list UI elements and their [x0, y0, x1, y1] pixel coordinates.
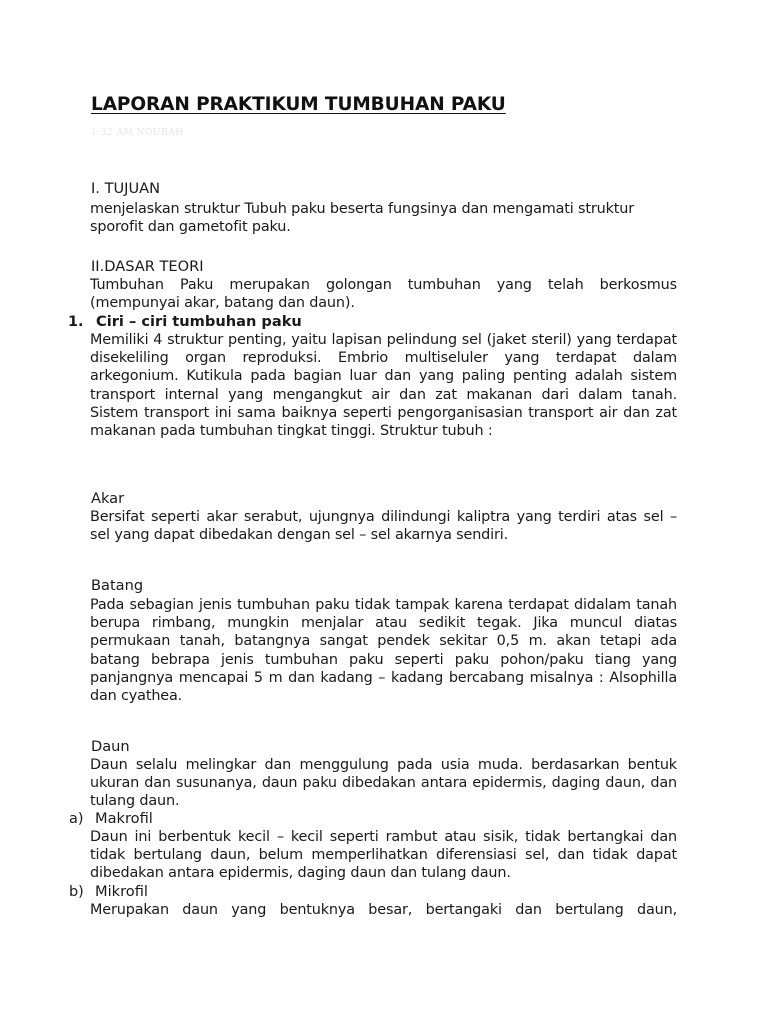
akar-heading: Akar — [91, 490, 125, 507]
section-heading-dasar-teori: II.DASAR TEORI — [91, 258, 204, 275]
makrofil-heading: Makrofil — [95, 810, 153, 827]
post-meta: 1:32 AM NOURAH — [91, 128, 184, 138]
dasar-teori-text: Tumbuhan Paku merupakan golongan tumbuhan yang telah berkosmus (mempunyai akar, batang dan daun). — [90, 277, 677, 312]
ciri-heading: Ciri – ciri tumbuhan paku — [96, 313, 302, 330]
mikrofil-heading: Mikrofil — [95, 883, 148, 900]
list-marker-a: a) — [69, 811, 84, 827]
mikrofil-text: Merupakan daun yang bentuknya besar, bertangaki dan bertulang daun, — [90, 902, 677, 918]
akar-text: Bersifat seperti akar serabut, ujungnya dilindungi kaliptra yang terdiri atas sel – sel yang dapat dibedakan dengan sel – sel akarnya sendiri. — [90, 509, 677, 544]
ciri-text: Memiliki 4 struktur penting, yaitu lapisan pelindung sel (jaket steril) yang terdapat disekeliling organ reproduksi. Embrio multiseluler yang terdapat dalam arkegonium. Kutikula pada bagian luar dan yang paling penting adalah sistem transport internal yang mengangkut air dan zat makanan dari dalam tanah. Sistem transport ini sama baiknya seperti pengorganisasian transport air dan zat makanan pada tumbuhan tingkat tinggi. Struktur tubuh : — [90, 332, 677, 440]
makrofil-text: Daun ini berbentuk kecil – kecil seperti rambut atau sisik, tidak bertangkai dan tidak bertulang daun, belum memperlihatkan diferensiasi sel, dan tidak dapat dibedakan antara epidermis, daging daun dan tulang daun. — [90, 829, 677, 882]
list-marker-b: b) — [69, 884, 84, 900]
daun-heading: Daun — [91, 738, 130, 755]
tujuan-text: menjelaskan struktur Tubuh paku beserta fungsinya dan mengamati struktur sporofit dan gametofit paku. — [90, 201, 635, 236]
list-number: 1. — [68, 314, 84, 330]
batang-heading: Batang — [91, 577, 144, 594]
section-heading-tujuan: I. TUJUAN — [91, 180, 161, 197]
document-title: LAPORAN PRAKTIKUM TUMBUHAN PAKU — [91, 94, 506, 115]
batang-text: Pada sebagian jenis tumbuhan paku tidak tampak karena terdapat didalam tanah berupa rimbang, mungkin menjalar atau sedikit tegak. Jika muncul diatas permukaan tanah, batangnya sangat pendek sekitar 0,5 m. akan tetapi ada batang bebrapa jenis tumbuhan paku seperti paku pohon/paku tiang yang panjangnya mencapai 5 m dan kadang – kadang bercabang misalnya : Alsophilla dan cyathea. — [90, 597, 677, 705]
daun-text: Daun selalu melingkar dan menggulung pada usia muda. berdasarkan bentuk ukuran dan susunanya, daun paku dibedakan antara epidermis, daging daun, dan tulang daun. — [90, 757, 677, 810]
